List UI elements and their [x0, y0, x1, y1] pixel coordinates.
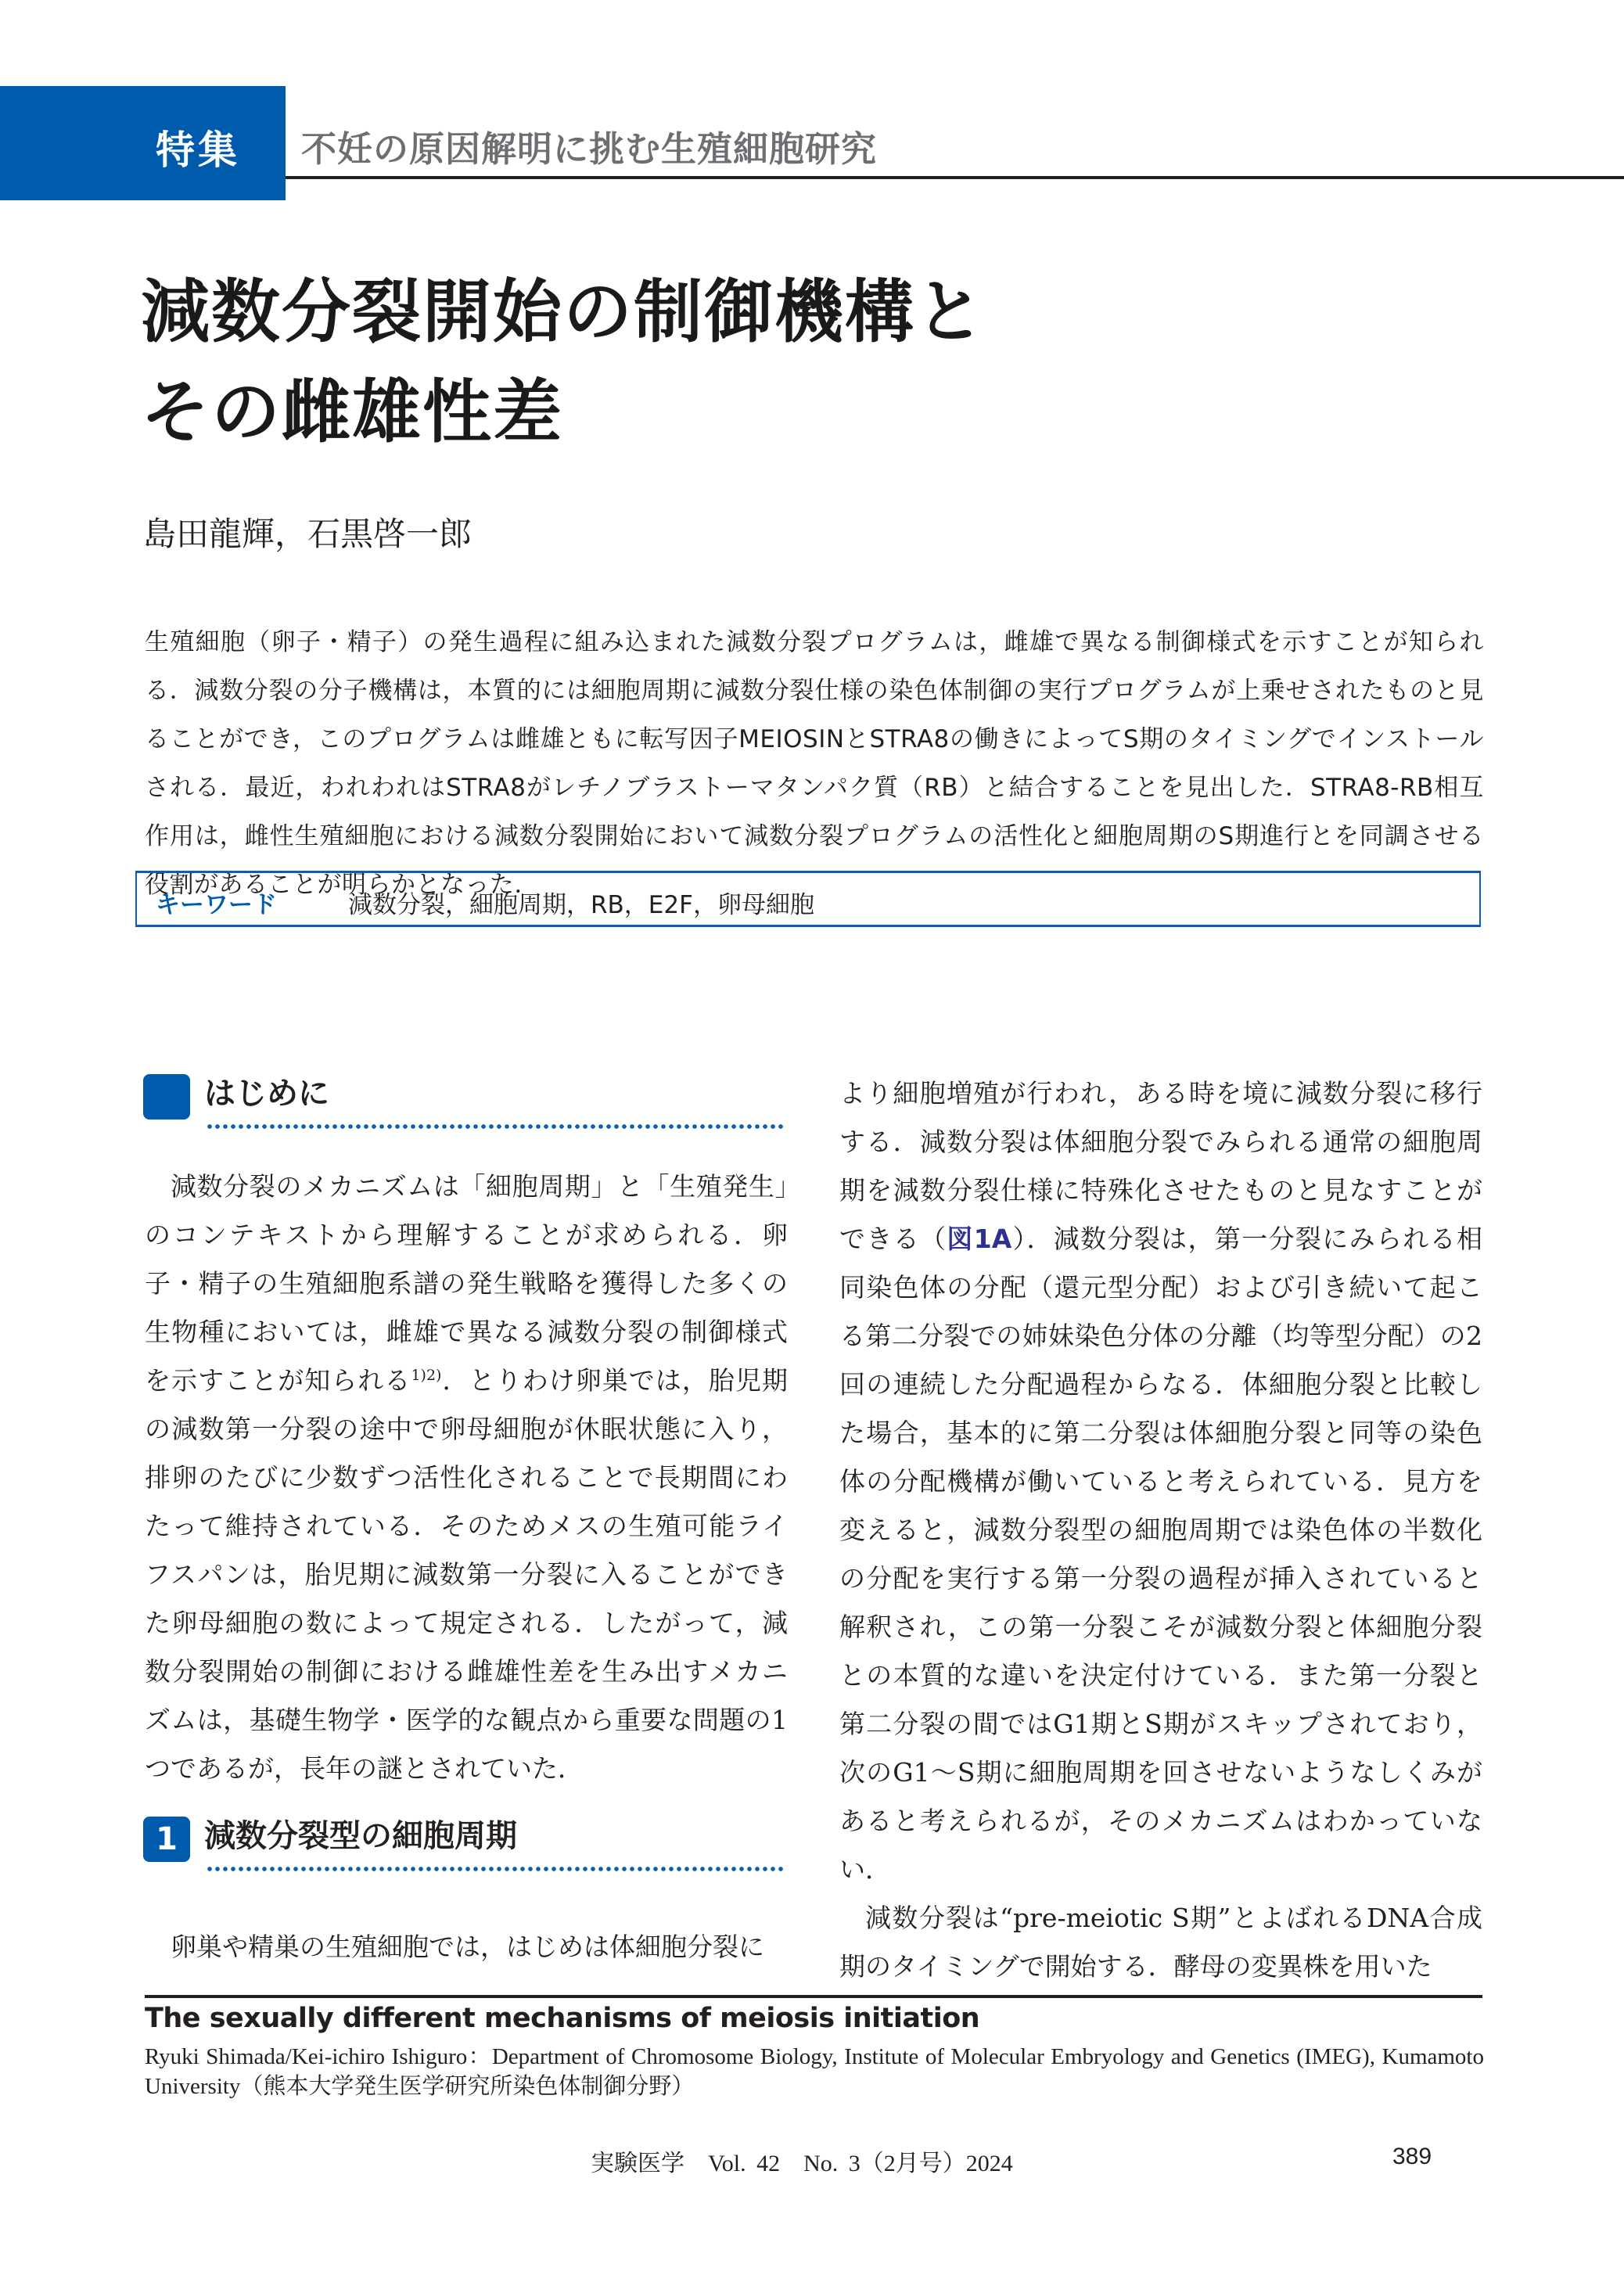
footer-rule: [145, 1995, 1482, 1998]
keywords-box: [135, 871, 1481, 927]
figure-reference-link[interactable]: 図1A: [947, 1224, 1012, 1254]
dotted-rule: [206, 1867, 786, 1871]
series-title: 不妊の原因解明に挑む生殖細胞研究: [301, 128, 878, 170]
citation-ref[interactable]: 1)2): [411, 1367, 442, 1384]
intro-text-a: 減数分裂のメカニズムは「細胞周期」と「生殖発生」のコンテキストから理解することが求められる．卵子・精子の生殖細胞系譜の発生戦略を獲得した多くの生物種においては，雌雄で異なる減数分裂の制御様式を示すことが知られる: [145, 1171, 788, 1396]
section1-paragraph-continued: [839, 1069, 1482, 1894]
series-label: 特集: [156, 128, 240, 173]
section-heading-1: [143, 1817, 786, 1879]
keywords-label: キーワード: [156, 891, 277, 919]
article-title-line-2: その雌雄性差: [141, 372, 564, 452]
keywords-list: 減数分裂，細胞周期，RB，E2F，卵母細胞: [348, 891, 814, 919]
series-badge: [0, 86, 286, 200]
section1-paragraph-2: 減数分裂は“pre-meiotic S期”とよばれるDNA合成期のタイミングで開始する．酵母の変異株を用いた: [839, 1903, 1482, 1982]
section1-paragraph-start: 卵巣や精巣の生殖細胞では，はじめは体細胞分裂に: [171, 1932, 764, 1962]
article-title: [141, 262, 986, 462]
section-number-badge: 1: [143, 1817, 190, 1862]
author-affiliation: Ryuki Shimada/Kei-ichiro Ishiguro：Department of Chromosome Biology, Institute of Molecular Embryology and Genetics (IMEG), Kumamoto University（熊本大学発生医学研究所染色体制御分野）: [145, 2044, 1484, 2099]
section-marker-square: [143, 1074, 190, 1120]
dotted-rule: [206, 1124, 786, 1129]
section-heading-intro: [143, 1074, 786, 1137]
intro-paragraph: [145, 1163, 788, 1793]
intro-text-b: ．とりわけ卵巣では，胎児期の減数第一分裂の途中で卵母細胞が休眠状態に入り，排卵のたびに少数ずつ活性化されることで長期間にわたって維持されている．そのためメスの生殖可能ライフスパンは，胎児期に減数第一分裂に入ることができた卵母細胞の数によって規定される．したがって，減数分裂開始の制御における雌雄性差を生み出すメカニズムは，基礎生物学・医学的な観点から重要な問題の1つであるが，長年の謎とされていた．: [145, 1365, 789, 1784]
page-number: 389: [1392, 2144, 1432, 2169]
header-rule: [286, 176, 1624, 179]
section1-body-left: [145, 1923, 788, 1971]
journal-citation: 実験医学 Vol. 42 No. 3（2月号）2024: [591, 2151, 1013, 2176]
authors: 島田龍輝，石黒啓一郎: [143, 515, 472, 553]
intro-body: [145, 1163, 788, 1793]
section1-text-a: より細胞増殖が行われ，ある時を境に減数分裂に移行する．減数分裂は体細胞分裂でみられる通常の細胞周期を減数分裂仕様に特殊化させたものと見なすことができる（: [839, 1078, 1482, 1254]
english-title: The sexually different mechanisms of meiosis initiation: [145, 2003, 980, 2034]
section1-text-b: ）．減数分裂は，第一分裂にみられる相同染色体の分配（還元型分配）および引き続いて起こる第二分裂での姉妹染色分体の分離（均等型分配）の2回の連続した分配過程からなる．体細胞分裂と比較した場合，基本的に第二分裂は体細胞分裂と同等の染色体の分配機構が働いていると考えられている．見方を変えると，減数分裂型の細胞周期では染色体の半数化の分配を実行する第一分裂の過程が挿入されていると解釈され，この第一分裂こそが減数分裂と体細胞分裂との本質的な違いを決定付けている．また第一分裂と第二分裂の間ではG1期とS期がスキップされており，次のG1～S期に細胞周期を回させないようなしくみがあると考えられるが，そのメカニズムはわかっていない．: [839, 1224, 1482, 1885]
section-title-intro: はじめに: [204, 1076, 329, 1112]
section1-body-right: [839, 1069, 1482, 1991]
abstract: 生殖細胞（卵子・精子）の発生過程に組み込まれた減数分裂プログラムは，雌雄で異なる制御様式を示すことが知られる．減数分裂の分子機構は，本質的には細胞周期に減数分裂仕様の染色体制御の実行プログラムが上乗せされたものと見ることができ，このプログラムは雌雄ともに転写因子MEIOSINとSTRA8の働きによってS期のタイミングでインストールされる．最近，われわれはSTRA8がレチノブラストーマタンパク質（RB）と結合することを見出した．STRA8-RB相互作用は，雌性生殖細胞における減数分裂開始において減数分裂プログラムの活性化と細胞周期のS期進行とを同調させる役割があることが明らかとなった．: [145, 628, 1484, 899]
article-title-line-1: 減数分裂開始の制御機構と: [141, 271, 986, 352]
section-title-1: 減数分裂型の細胞周期: [204, 1818, 517, 1854]
